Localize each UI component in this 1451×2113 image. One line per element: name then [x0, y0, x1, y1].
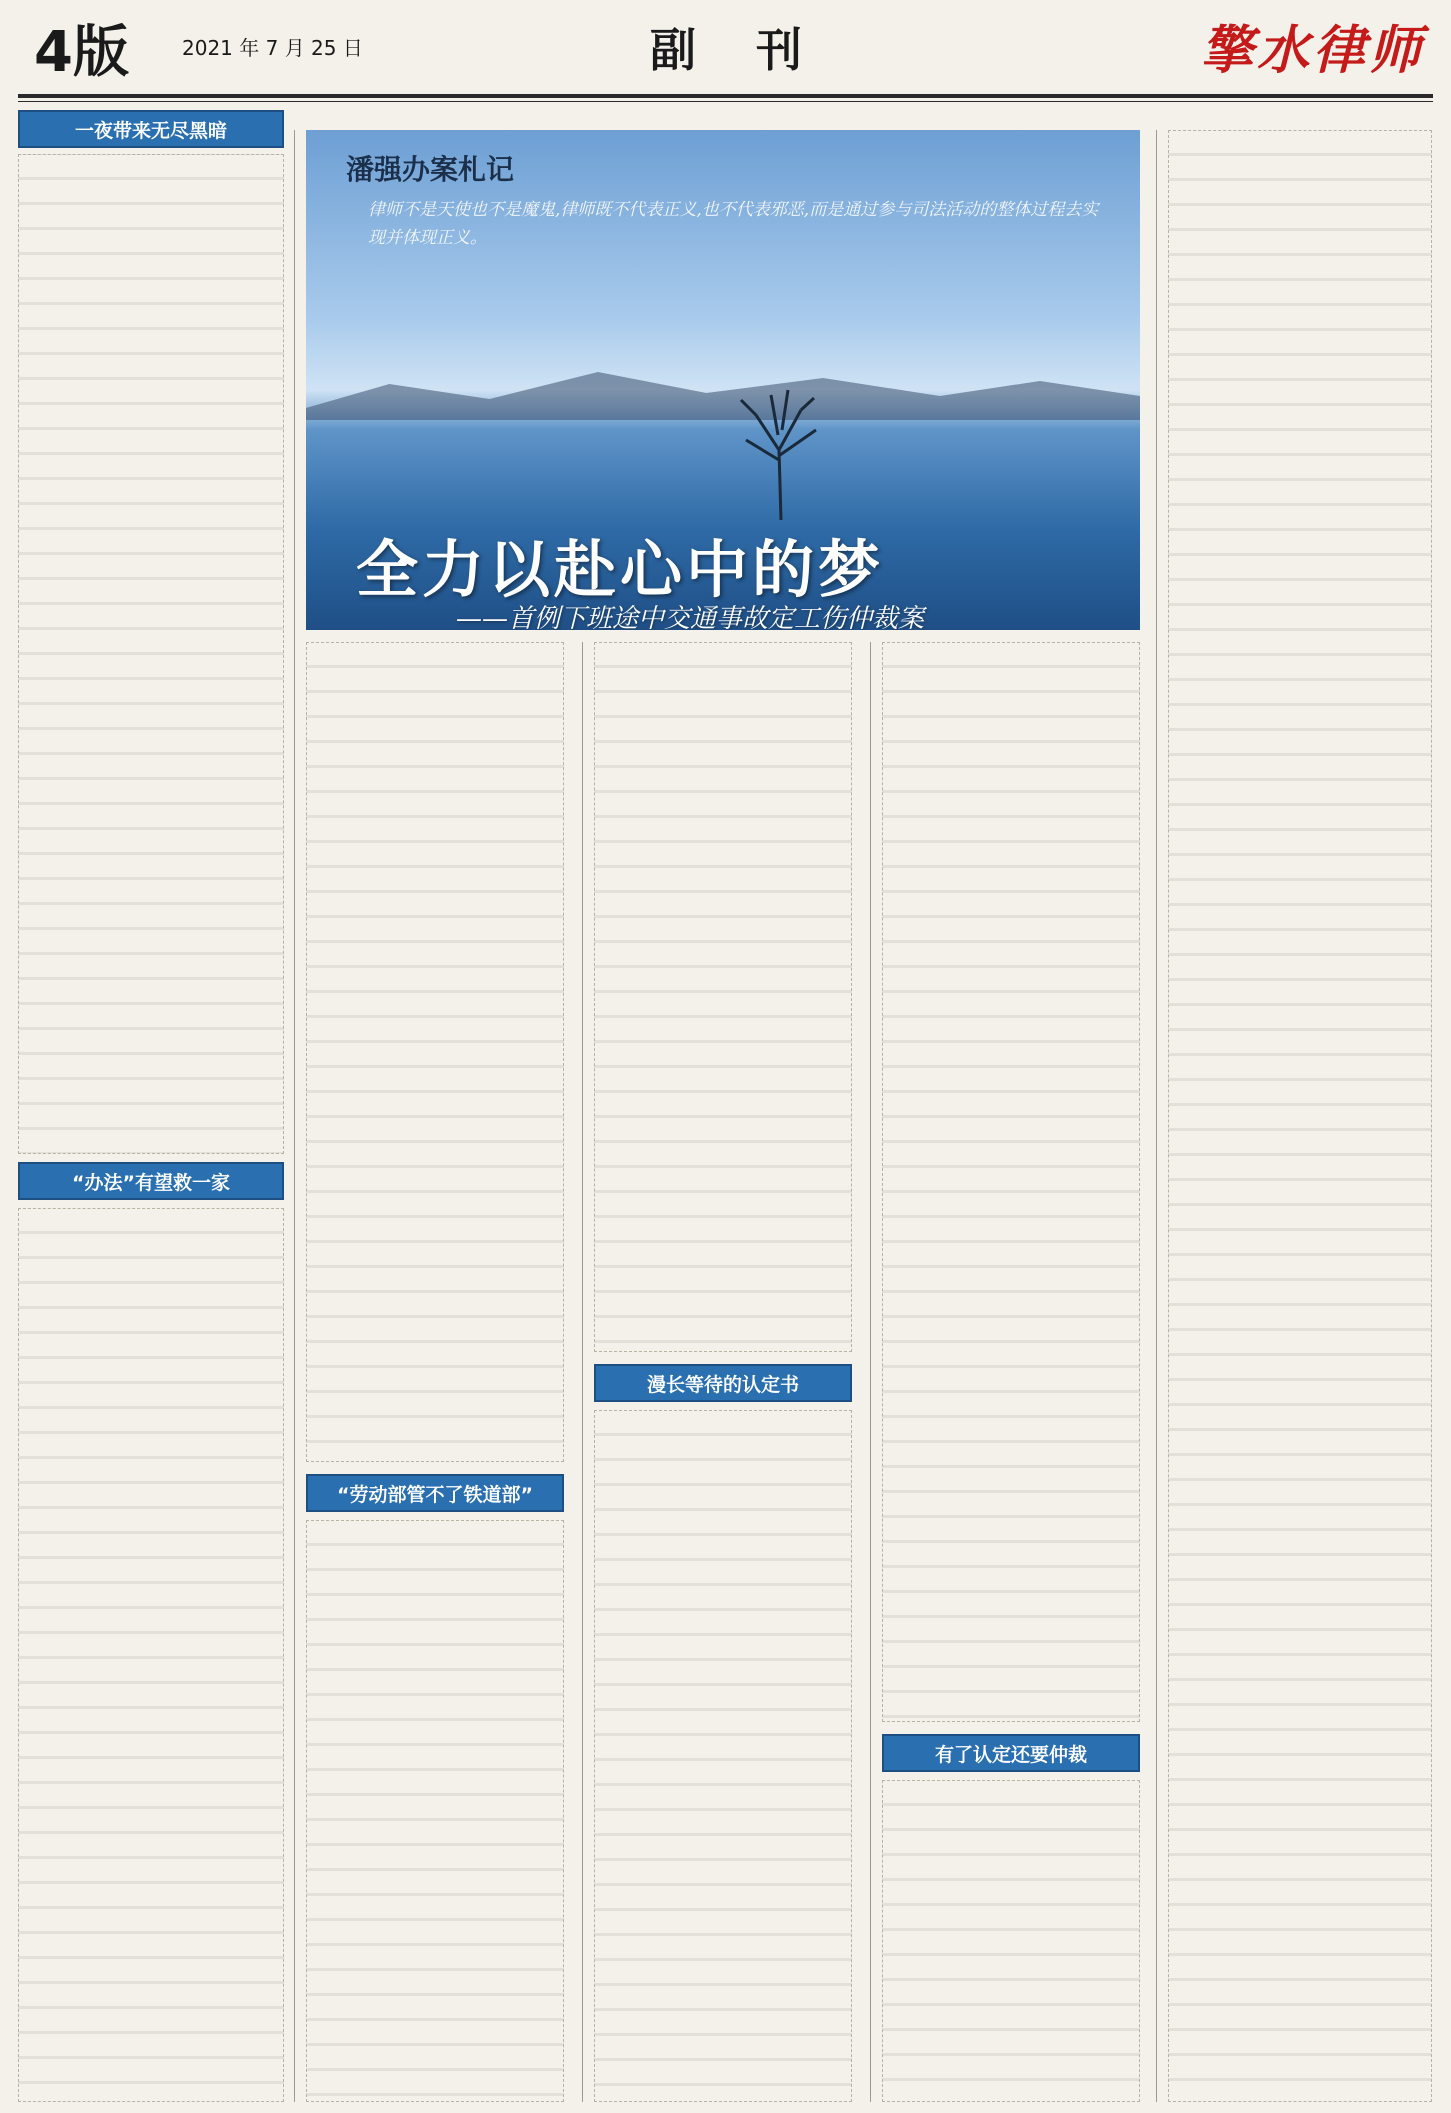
article-subtitle: ——首例下班途中交通事故定工伤仲裁案 [456, 604, 925, 630]
issue-date: 2021 年 7 月 25 日 [182, 36, 363, 60]
section-heading: 有了认定还要仲裁 [882, 1734, 1140, 1772]
masthead-rule-thin [18, 101, 1433, 102]
column-divider [294, 130, 295, 2102]
column-title: 潘强办案札记 [346, 153, 515, 186]
masthead-rule [18, 94, 1433, 98]
section-heading: 一夜带来无尽黑暗 [18, 110, 284, 148]
lone-tree-image [716, 360, 846, 520]
article-text-block [1168, 130, 1432, 2102]
article-text-block [18, 154, 284, 1154]
section-heading: “办法”有望救一家 [18, 1162, 284, 1200]
column-divider [870, 642, 871, 2102]
section-name: 副 刊 [650, 23, 825, 77]
article-text-block [306, 642, 564, 1462]
article-text-block [594, 642, 852, 1352]
article-text-block [18, 1208, 284, 2102]
banner-tagline: 律师不是天使也不是魔鬼,律师既不代表正义,也不代表邪恶,而是通过参与司法活动的整体过程去实现并体现正义。 [368, 200, 1099, 248]
section-heading: “劳动部管不了铁道部” [306, 1474, 564, 1512]
feature-banner [306, 130, 1140, 630]
article-text-block [882, 1780, 1140, 2102]
column-divider [582, 642, 583, 2102]
column-divider [1156, 130, 1157, 2102]
article-text-block [306, 1520, 564, 2102]
article-text-block [594, 1410, 852, 2102]
masthead [0, 0, 1451, 92]
section-heading: 漫长等待的认定书 [594, 1364, 852, 1402]
page-number: 4版 [34, 20, 129, 85]
article-headline: 全力以赴心中的梦 [356, 533, 885, 606]
brand-logo: 擎水律师 [1200, 20, 1425, 81]
article-text-block [882, 642, 1140, 1722]
